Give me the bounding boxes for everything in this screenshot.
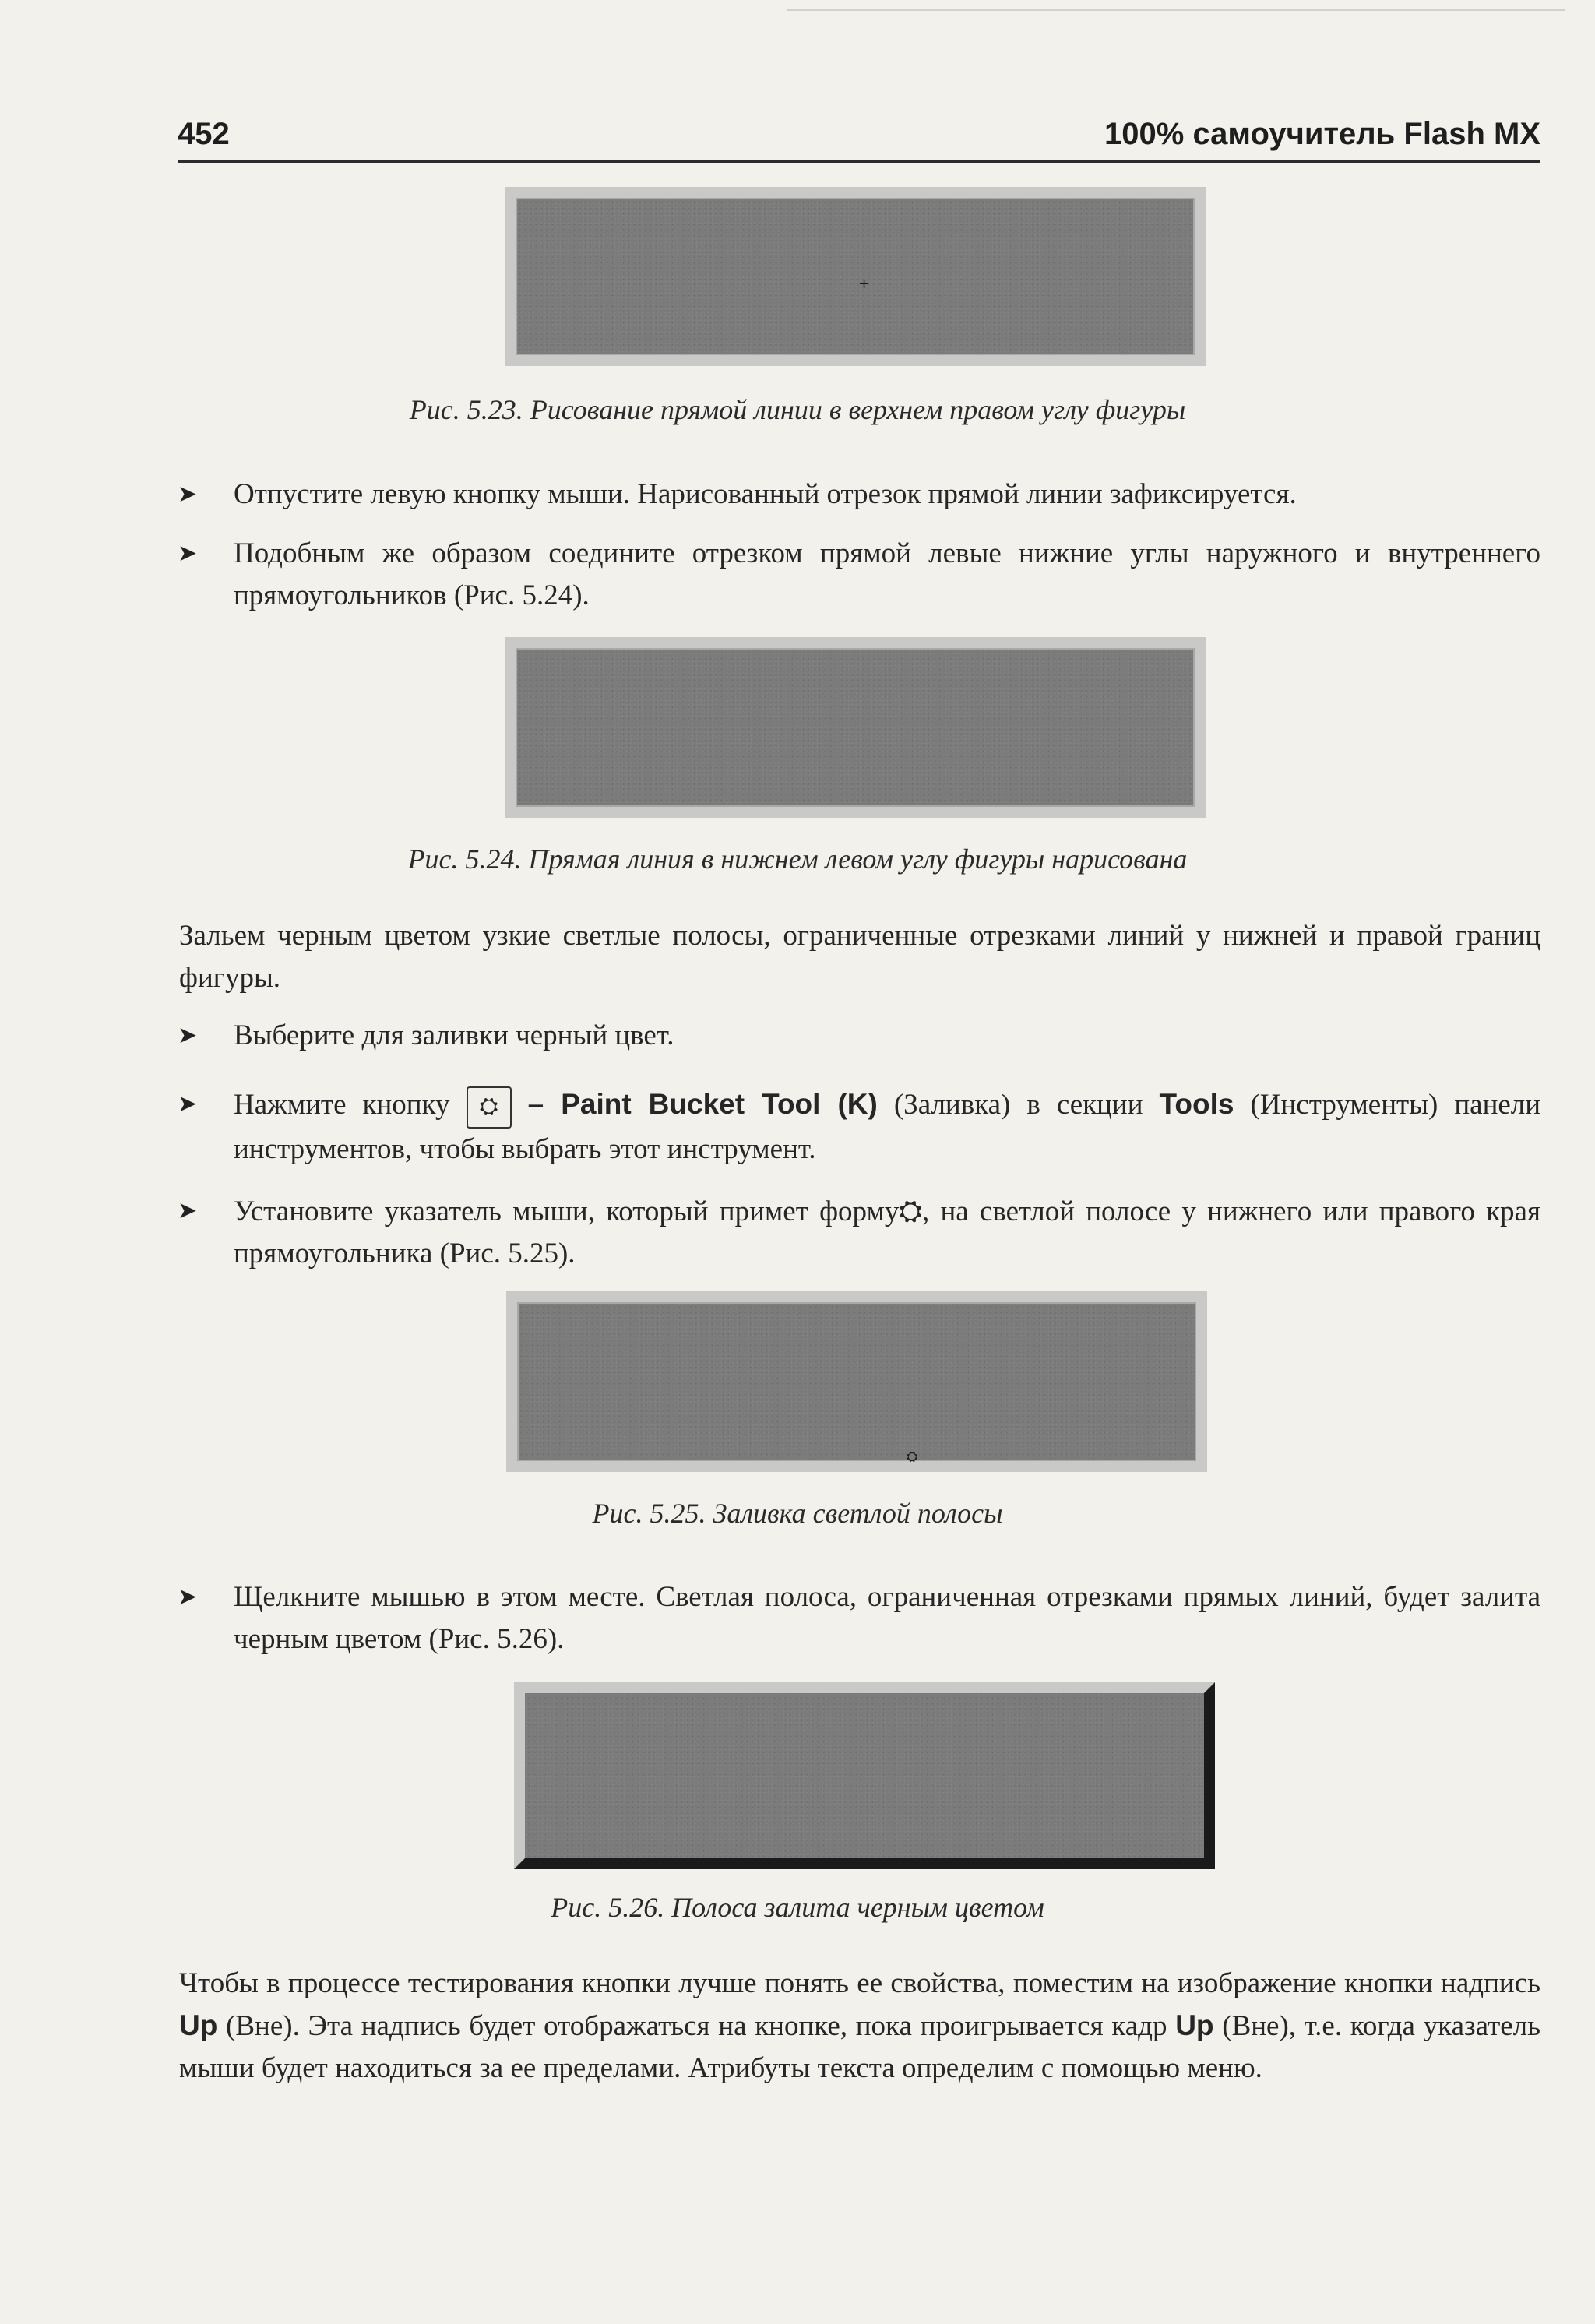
- bullet-text: Выберите для заливки черный цвет.: [234, 1019, 674, 1051]
- page-header: [178, 117, 1540, 160]
- paint-bucket-cursor-icon: ⛭: [899, 1194, 923, 1227]
- bullet-text: Подобным же образом соедините отрезком прямой левые нижние углы наружного и внутреннего прямоугольников (Рис. 5.24).: [234, 537, 1540, 611]
- figure-5-23-caption: Рис. 5.23. Рисование прямой линии в верхнем правом углу фигуры: [409, 394, 1186, 425]
- bullet-text-mid: (Заливка) в секции: [893, 1089, 1143, 1121]
- bullet-text: Щелкните мышью в этом месте. Светлая полоса, ограниченная отрезками прямых линий, будет залита черным цветом (Рис. 5.26).: [234, 1581, 1540, 1655]
- bullet-arrow-icon: ➤: [178, 540, 198, 567]
- paragraph-text-c: (Вне), т.е. когда указатель мыши будет находиться за ее пределами. Атрибуты текста определим с помощью меню.: [179, 2010, 1541, 2084]
- paint-bucket-cursor-icon: ⛭: [907, 1449, 918, 1465]
- bullet-click-to-fill: [178, 1576, 1540, 1660]
- figure-5-26-image: [514, 1682, 1215, 1869]
- bullet-text-pre: Нажмите кнопку: [234, 1089, 450, 1121]
- bullet-press-paint-bucket: [178, 1083, 1540, 1171]
- bullet-arrow-icon: ➤: [178, 1197, 198, 1224]
- bullet-connect-corners: [178, 533, 1540, 617]
- bullet-text: Отпустите левую кнопку мыши. Нарисованный отрезок прямой линии зафиксируется.: [234, 478, 1297, 510]
- figure-5-24-image: [505, 637, 1206, 818]
- bullet-arrow-icon: ➤: [178, 1583, 198, 1611]
- paragraph-up-label: [179, 1963, 1540, 2090]
- top-edge-rule: [787, 9, 1565, 11]
- bullet-release-mouse: [178, 474, 1540, 516]
- page-number: 452: [178, 117, 230, 151]
- paragraph-text-b: (Вне). Эта надпись будет отображаться на кнопке, пока проигрывается кадр: [226, 2010, 1167, 2042]
- paragraph-text-a: Чтобы в процессе тестирования кнопки лучше понять ее свойства, поместим на изображение кнопки надпись: [179, 1967, 1540, 1999]
- bullet-text-post: , на светлой полосе у нижнего или правого края прямоугольника (Рис. 5.25).: [234, 1195, 1540, 1269]
- paragraph-fill-strips: Зальем черным цветом узкие светлые полосы, ограниченные отрезками линий у нижней и правой границ фигуры.: [179, 920, 1540, 994]
- bullet-set-cursor: [178, 1190, 1540, 1275]
- figure-5-23-image: [505, 187, 1206, 366]
- figure-5-26-caption: Рис. 5.26. Полоса залита черным цветом: [551, 1892, 1044, 1923]
- figure-5-24-caption: Рис. 5.24. Прямая линия в нижнем левом углу фигуры нарисована: [407, 843, 1188, 875]
- header-rule: [178, 160, 1540, 163]
- up-frame-label: Up: [1175, 2009, 1214, 2041]
- bullet-arrow-icon: ➤: [178, 481, 198, 508]
- tool-name: – Paint Bucket Tool (K): [527, 1088, 878, 1120]
- bullet-text-post: (Инструменты) панели инструментов, чтобы выбрать этот инструмент.: [234, 1089, 1541, 1165]
- book-title: 100% самоучитель Flash MX: [1104, 117, 1540, 151]
- tools-section-name: Tools: [1159, 1088, 1234, 1120]
- bullet-arrow-icon: ➤: [178, 1022, 198, 1049]
- crosshair-icon: +: [858, 276, 871, 292]
- paint-bucket-icon: ⛭: [467, 1086, 512, 1129]
- up-frame-label: Up: [179, 2009, 218, 2041]
- bullet-text-pre: Установите указатель мыши, который примет форму: [234, 1195, 900, 1227]
- bullet-arrow-icon: ➤: [178, 1090, 198, 1118]
- figure-5-25-image: [506, 1291, 1207, 1472]
- figure-5-25-caption: Рис. 5.25. Заливка светлой полосы: [592, 1498, 1003, 1529]
- bullet-choose-black: [178, 1015, 1540, 1057]
